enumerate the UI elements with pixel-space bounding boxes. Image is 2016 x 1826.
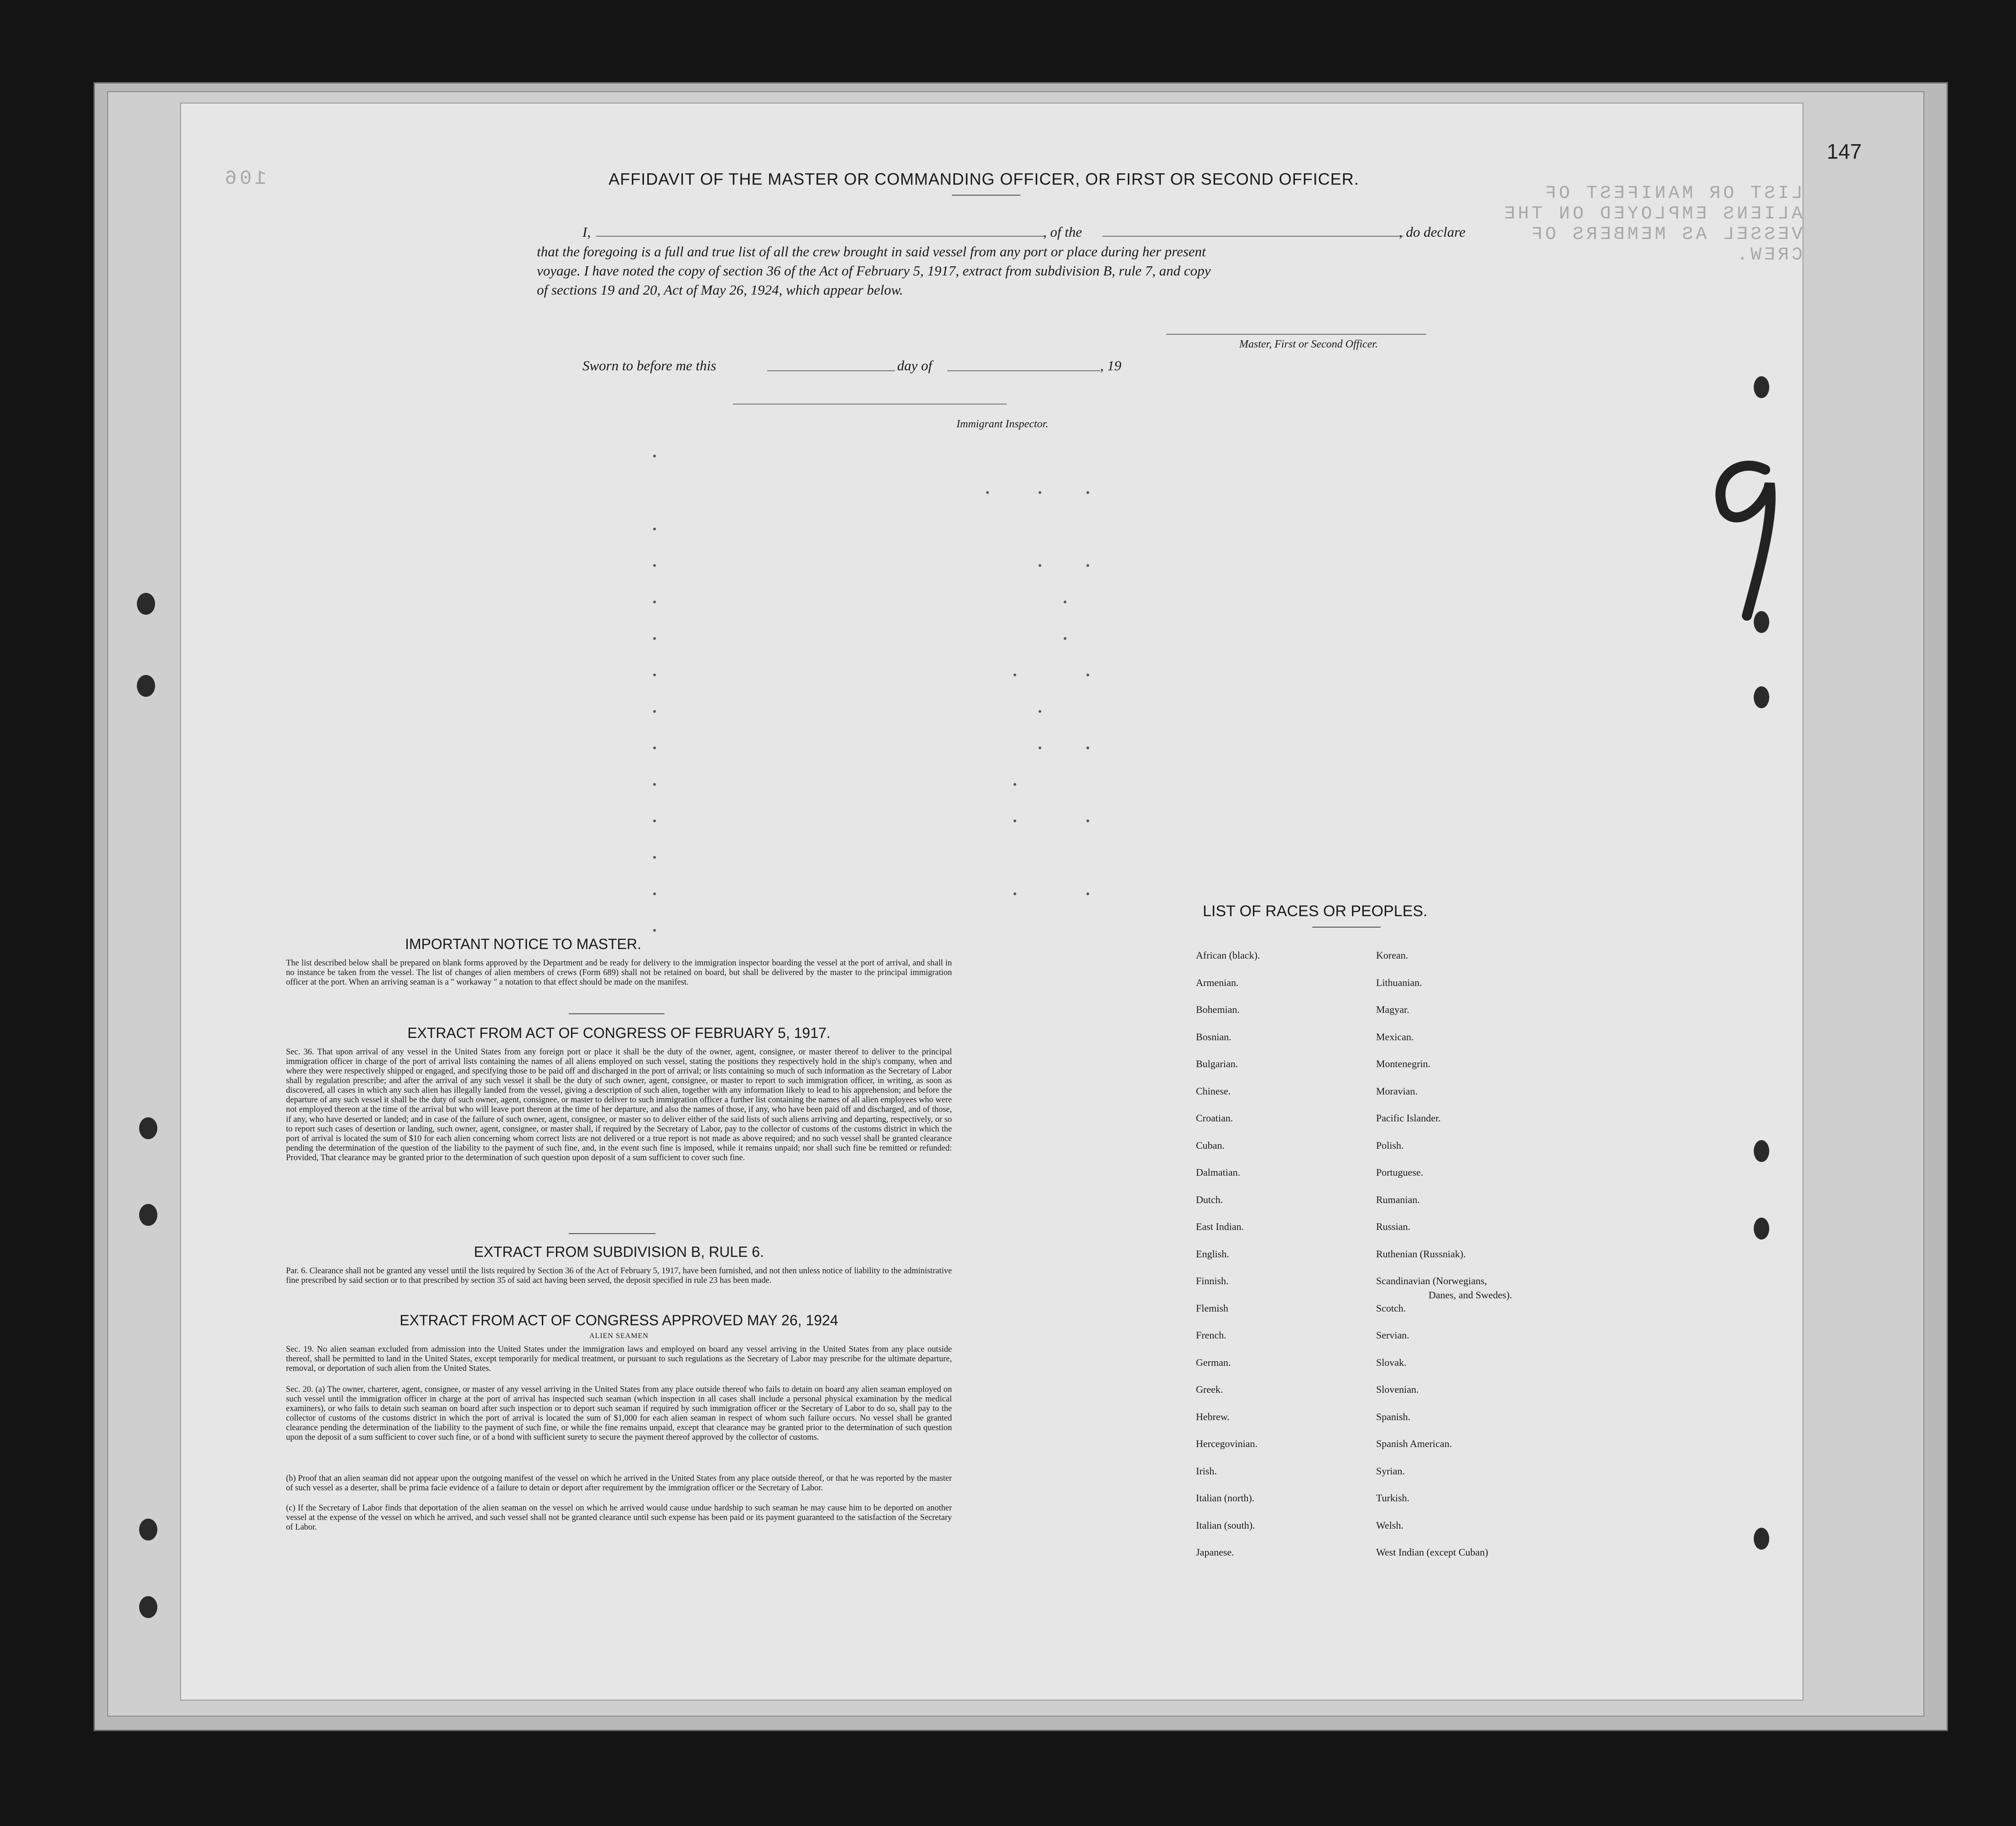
race-scandinavian-cont: Danes, and Swedes). <box>1429 1289 1512 1301</box>
affidavit-statement-line3: of sections 19 and 20, Act of May 26, 1924, which appear below. <box>537 282 904 298</box>
race-left-item: Irish. <box>1196 1465 1217 1477</box>
officer-name-blank[interactable] <box>596 236 1045 237</box>
race-left-item: African (black). <box>1196 949 1260 961</box>
notice-rule <box>569 1013 665 1014</box>
extract-1917-text: Sec. 36. That upon arrival of any vessel in the United States from any foreign port or place it shall be the duty of the owner, agent, consignee, or master thereof to deliver to the principal immigration officer in charge of the port of arrival lists containing the names of all aliens employed on such vessel, stating the positions they respectively hold in the ship's company, when and where they were respectively shipped or engaged, and specifying those to be paid off and discharged in the port of arrival; or lists containing so much of such information as the Secretary of Labor shall by regulation prescribe; and after the arrival of any such vessel it shall be the duty of such owner, agent, consignee, or master to report to such immigration officer, in writing, as soon as discovered, all cases in which any such alien has illegally landed from the vessel, giving a description of such alien, together with any information likely to lead to his apprehension; and before the departure of any such vessel it shall be the duty of such owner, agent, consignee, or master to deliver to such immigration officer a further list containing the names of all alien employees who were not employed thereon at the time of the arrival but who will leave port thereon at the time of her departure, and also the names of those, if any, who have been paid off and discharged, and of those, if any, who have deserted or landed; and in case of the failure of such owner, agent, consignee, or master so to deliver either of the said lists of such aliens arriving and departing, respectively, or so to report such cases of desertion or landing, such owner, agent, consignee, or master shall, if required by the Secretary of Labor, pay to the collector of customs of the customs district in which the port of arrival is located the sum of $10 for each alien concerning whom correct lists are not delivered or a true report is not made as above required; and no such vessel shall be granted clearance pending the determination of the question of the liability to the payment of such fine, and, in the event such fine is imposed, while it remains unpaid; nor shall such fine be remitted or refunded: Provided, That clearance may be granted prior to the determination of such question upon deposit of a sum sufficient to cover such fine. <box>286 1048 952 1162</box>
dot-mark <box>1086 747 1089 749</box>
race-right-item: Spanish. <box>1376 1411 1411 1422</box>
dot-mark <box>653 783 656 786</box>
race-left-item: Croatian. <box>1196 1112 1233 1124</box>
day-of-label: day of <box>897 358 932 374</box>
race-left-item: German. <box>1196 1356 1231 1368</box>
race-right-item: Rumanian. <box>1376 1193 1420 1205</box>
dot-mark <box>1086 491 1089 494</box>
dot-mark <box>1064 601 1066 603</box>
title-rule <box>952 195 1020 196</box>
dot-mark <box>1086 892 1089 895</box>
manifest-page <box>180 103 1803 1701</box>
binder-hole-right-5 <box>1754 1218 1769 1240</box>
dot-mark <box>1039 564 1041 567</box>
binder-hole-left-4 <box>139 1204 157 1226</box>
dot-mark <box>653 710 656 713</box>
race-right-item: Moravian. <box>1376 1085 1418 1097</box>
race-right-item: Turkish. <box>1376 1492 1410 1504</box>
binder-hole-left-5 <box>139 1519 157 1541</box>
extract-1917-heading: EXTRACT FROM ACT OF CONGRESS OF FEBRUARY 5, 1917. <box>407 1025 831 1041</box>
dot-mark <box>1039 710 1041 713</box>
race-left-item: Hercegovinian. <box>1196 1438 1257 1449</box>
dot-mark <box>653 455 656 457</box>
dot-mark <box>653 747 656 749</box>
affidavit-title: AFFIDAVIT OF THE MASTER OR COMMANDING OFFICER, OR FIRST OR SECOND OFFICER. <box>608 170 1359 188</box>
dot-mark <box>1064 637 1066 640</box>
races-heading: LIST OF RACES OR PEOPLES. <box>1203 903 1428 920</box>
race-left-item: English. <box>1196 1248 1229 1260</box>
race-left-item: Cuban. <box>1196 1139 1225 1151</box>
sworn-day-blank[interactable] <box>767 370 895 371</box>
dot-mark <box>653 892 656 895</box>
extract-1924-subheading: ALIEN SEAMEN <box>589 1332 649 1340</box>
race-left-item: Dutch. <box>1196 1193 1223 1205</box>
binder-hole-left-1 <box>137 593 155 615</box>
binder-hole-right-6 <box>1754 1528 1769 1550</box>
race-left-item: Bosnian. <box>1196 1031 1231 1043</box>
dot-mark <box>653 528 656 530</box>
rule6-heading: EXTRACT FROM SUBDIVISION B, RULE 6. <box>474 1244 764 1260</box>
extract-1924-sec20a: Sec. 20. (a) The owner, charterer, agent, consignee, or master of any vessel arriving in the United States from any place outside thereof who fails to detain on board any alien seaman employed on such vessel until the immigration officer in charge at the port of arrival has inspected such seaman (which inspection in all cases shall include a personal physical examination by the medical examiners), or who fails to detain such seaman on board after such inspection or to deport such seaman if required by such immigration officer or the Secretary of Labor to do so, shall pay to the collector of customs of the customs district in which the port of arrival is located the sum of $1,000 for each alien seaman in respect of whom such failure occurs. No vessel shall be granted clearance pending the determination of the liability to the payment of such fine, or while the fine remains unpaid, except that clearance may be granted prior to the determination of such question upon the deposit of a sum sufficient to cover such fine, or of a bond with sufficient surety to secure the payment thereof approved by the collector of customs. <box>286 1385 952 1442</box>
dot-mark <box>1086 820 1089 822</box>
race-right-item: Polish. <box>1376 1139 1404 1151</box>
binder-hole-right-1 <box>1754 376 1769 398</box>
binder-hole-left-3 <box>139 1117 157 1139</box>
dot-mark <box>1086 564 1089 567</box>
dot-mark <box>1013 783 1016 786</box>
race-left-item: Italian (south). <box>1196 1519 1255 1531</box>
binder-hole-left-6 <box>139 1596 157 1618</box>
vessel-name-blank[interactable] <box>1102 236 1403 237</box>
race-left-item: Dalmatian. <box>1196 1167 1241 1178</box>
race-right-item: Scotch. <box>1376 1302 1406 1314</box>
race-right-item: Magyar. <box>1376 1004 1409 1015</box>
year-label: , 19 <box>1100 358 1122 374</box>
race-left-item: Flemish <box>1196 1302 1228 1314</box>
affidavit-do-declare: , do declare <box>1399 224 1466 240</box>
race-left-item: Bulgarian. <box>1196 1058 1238 1069</box>
affidavit-statement-line1: that the foregoing is a full and true list of all the crew brought in said vessel from any port or place during her present <box>537 244 1206 259</box>
bleed-through-page-number: 106 <box>222 167 267 190</box>
race-right-item: West Indian (except Cuban) <box>1376 1546 1488 1558</box>
race-left-item: East Indian. <box>1196 1221 1244 1232</box>
race-right-item: Pacific Islander. <box>1376 1112 1441 1124</box>
race-right-item: Syrian. <box>1376 1465 1405 1477</box>
race-left-item: Armenian. <box>1196 976 1239 988</box>
affidavit-i-label: I, <box>582 224 591 240</box>
dot-mark <box>653 674 656 676</box>
sworn-label: Sworn to before me this <box>582 358 717 374</box>
race-right-item: Ruthenian (Russniak). <box>1376 1248 1466 1260</box>
extract-1924-sec20b: (b) Proof that an alien seaman did not appear upon the outgoing manifest of the vessel on which he arrived in the United States from any place outside thereof, or that he was reported by the master of such vessel as a deserter, shall be prima facie evidence of a failure to detain or deport after requirement by the immigration officer or the Secretary of Labor. <box>286 1474 952 1493</box>
race-right-item: Scandinavian (Norwegians, <box>1376 1275 1487 1286</box>
race-left-item: Finnish. <box>1196 1275 1229 1286</box>
binder-hole-right-4 <box>1754 1140 1769 1162</box>
extract-1924-sec19: Sec. 19. No alien seaman excluded from admission into the United States under the immigration laws and employed on board any vessel arriving in the United States from any place outside thereof, shall be permitted to land in the United States, except temporarily for medical treatment, or pursuant to such regulations as the Secretary of Labor may prescribe for the ultimate departure, removal, or deportation of such alien from the United States. <box>286 1345 952 1374</box>
race-right-item: Welsh. <box>1376 1519 1403 1531</box>
extract-1917-rule <box>569 1233 655 1234</box>
race-right-item: Mexican. <box>1376 1031 1414 1043</box>
race-right-item: Korean. <box>1376 949 1408 961</box>
dot-mark <box>1013 820 1016 822</box>
race-left-item: Chinese. <box>1196 1085 1231 1097</box>
race-left-item: Japanese. <box>1196 1546 1234 1558</box>
inspector-caption: Immigrant Inspector. <box>956 418 1049 430</box>
inspector-signature-line[interactable] <box>733 404 1007 405</box>
race-left-item: French. <box>1196 1329 1226 1341</box>
dot-mark <box>1013 892 1016 895</box>
binder-hole-left-2 <box>137 675 155 697</box>
bleed-through-header: LIST OR MANIFEST OF ALIENS EMPLOYED ON THE VESSEL AS MEMBERS OF CREW. <box>1501 183 1803 265</box>
dot-mark <box>1039 491 1041 494</box>
dot-mark <box>653 929 656 932</box>
page-number: 147 <box>1827 140 1862 163</box>
race-right-item: Spanish American. <box>1376 1438 1452 1449</box>
dot-mark <box>986 491 989 494</box>
extract-1924-sec20c: (c) If the Secretary of Labor finds that deportation of the alien seaman on the vessel on which he arrived would cause undue hardship to such seaman he may cause him to be deported on another vessel at the expense of the vessel on which he arrived, and such vessel shall not be granted clearance until such expense has been paid or its payment guaranteed to the satisfaction of the Secretary of Labor. <box>286 1504 952 1532</box>
dot-mark <box>653 564 656 567</box>
race-left-item: Italian (north). <box>1196 1492 1255 1504</box>
race-right-item: Slovak. <box>1376 1356 1407 1368</box>
master-signature-caption: Master, First or Second Officer. <box>1239 338 1378 350</box>
affidavit-statement-line2: voyage. I have noted the copy of section 36 of the Act of February 5, 1917, extract from subdivision B, rule 7, and copy <box>537 263 1211 279</box>
dot-mark <box>1039 747 1041 749</box>
binder-hole-right-3 <box>1754 686 1769 708</box>
dot-mark <box>653 856 656 859</box>
races-rule <box>1312 927 1381 928</box>
dot-mark <box>653 601 656 603</box>
extract-1924-heading: EXTRACT FROM ACT OF CONGRESS APPROVED MAY 26, 1924 <box>400 1312 838 1328</box>
notice-text: The list described below shall be prepared on blank forms approved by the Department and be ready for delivery to the immigration inspector boarding the vessel at the port of arrival, and shall in no instance be taken from the vessel. The list of changes of alien members of crews (Form 689) shall not be retained on board, but shall be delivered by the master to the principal immigration officer at the port. When an arriving seaman is a " workaway " a notation to that effect should be made on the manifest. <box>286 959 952 987</box>
race-left-item: Bohemian. <box>1196 1004 1240 1015</box>
race-right-item: Slovenian. <box>1376 1384 1419 1395</box>
dot-mark <box>653 637 656 640</box>
race-right-item: Montenegrin. <box>1376 1058 1431 1069</box>
affidavit-of-the-label: , of the <box>1043 224 1082 240</box>
race-left-item: Hebrew. <box>1196 1411 1230 1422</box>
handwritten-mark <box>1697 451 1797 625</box>
rule6-text: Par. 6. Clearance shall not be granted any vessel until the lists required by Section 36 of the Act of February 5, 1917, have been furnished, and not then unless notice of liability to the administrative fine prescribed by said section or to that prescribed by section 35 of said act having been served, the deposit specified in rule 23 has been made. <box>286 1266 952 1286</box>
race-right-item: Servian. <box>1376 1329 1409 1341</box>
race-left-item: Greek. <box>1196 1384 1223 1395</box>
master-signature-line[interactable] <box>1166 334 1426 335</box>
sworn-month-blank[interactable] <box>947 370 1100 371</box>
dot-mark <box>653 820 656 822</box>
dot-mark <box>1013 674 1016 676</box>
race-right-item: Portuguese. <box>1376 1167 1424 1178</box>
dot-mark <box>1086 674 1089 676</box>
notice-heading: IMPORTANT NOTICE TO MASTER. <box>405 936 641 952</box>
race-right-item: Lithuanian. <box>1376 976 1422 988</box>
race-right-item: Russian. <box>1376 1221 1411 1232</box>
